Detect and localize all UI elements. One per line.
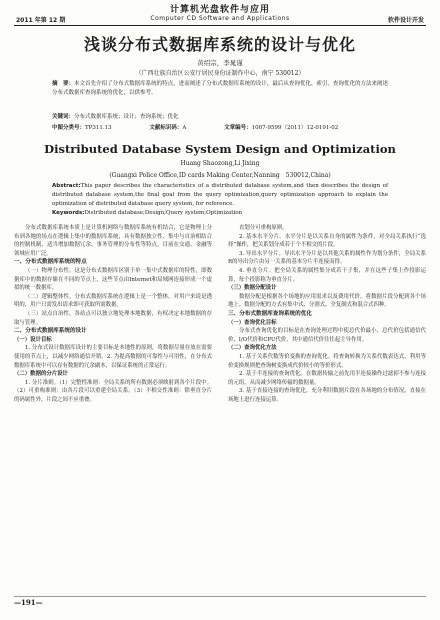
abstract-cn-text: 本文首先介绍了分布式数据库系统的特点，进而阐述了分布式数据库系统的设计，最后从查询优化、索引、查询优化的方法来阐述分布式数据库查询系统的优化，以供参考。 (52, 81, 388, 96)
article-title-cn: 浅谈分布式数据库系统的设计与优化 (83, 35, 356, 54)
body-paragraph: 1. 基于关系代数等价变换的查询优化。将查询转换为关系代数表达式，利用等价变换规则把查询树变换成代价较小的等价形式。 (228, 353, 426, 369)
issue-label: 2011 年第 12 期 (16, 17, 66, 24)
doc-code-group (149, 125, 204, 131)
clc-value: TP311.13 (85, 125, 112, 131)
body-paragraph: 直划分可重构原则。 (239, 225, 288, 231)
body-paragraph: 数据分配是根据各个场地的应用需求以及费用代价，将数据片段分配到各个场地上。数据分配的方式有集中式、分割式、全复制式和混合式四种。 (228, 293, 426, 309)
body-paragraph: （二）逻辑整体性。分布式数据库系统在逻辑上是一个整体，对用户来说是透明的，用户只需发出请求即可获取所需数据。 (14, 293, 212, 309)
section-heading: 三、分布式数据库查询系统的优化 (228, 310, 312, 317)
section-heading: 二、分布式数据库系统的设计 (14, 328, 87, 335)
body-paragraph: （一）物理分布性。这是分布式数据库区别于单一集中式数据库的特性，即数据库中的数据存储在不同的节点上，这些节点由Internet和局域网连接形成一个虚拟的统一数据库。 (14, 267, 212, 292)
clc-group (52, 125, 130, 131)
classification-line (52, 123, 388, 131)
affiliation-cn: （广西壮族自治区公安厅居民身份证制作中心，南宁 530012） (135, 70, 305, 77)
journal-name-en: Computer CD Software and Applications (150, 15, 290, 22)
article-no-value: 1007-9599（2011）12-0191-02 (251, 125, 339, 131)
body-paragraph: 2. 基本水平分片。水平分片是以关系自身的属性为条件，对全局关系执行“选择”操作，把关系划分成若干个不相交的片段。 (228, 233, 426, 249)
section-heading: （三）数据分配设计 (228, 285, 277, 292)
abstract-cn-label: 摘 要： (52, 81, 75, 87)
abstract-en-label: Abstract: (52, 183, 81, 189)
body-paragraph: （三）站点自治性。各站点可以独立地处理本地数据，有权决定本地数据的存取与管理。 (14, 310, 212, 326)
abstract-cn (52, 80, 388, 98)
body-paragraph: 1. 分布式设计数据库设计的主要目标是本地性的原则，将数据尽量存放在需要使用的节点上，以减少网络通信开销。2. 为提高数据的可靠性与可用性，在分布式数据库系统中可以存有数据的冗余副本，以保证系统的正常运行。 (14, 345, 212, 369)
section-heading: （二）数据的分片设计 (14, 371, 68, 378)
page-number: —191— (14, 598, 43, 607)
body-column-right (228, 224, 426, 594)
doc-code-label: 文献标识码： (149, 125, 183, 131)
keywords-cn (52, 112, 388, 120)
abstract-en-text: This paper describes the characteristics of a distributed database system,and then describes the design of distributed database system,the final goal from the query optimization,query optimization approach to explain the optimization of distributed database query system, for reference. (52, 183, 388, 207)
body-paragraph: 1. 分片准则。（1）完整性准则：全局关系的所有数据必须映射到各个片段中。（2）可重构准则：由各片段可以重建全局关系。（3）不相交性准则：除垂直分片的码属性外，片段之间不应重叠。 (14, 379, 212, 403)
authors-cn: 黄绍宗，李晁谨 (197, 59, 243, 67)
body-paragraph: 2. 基于半连接的查询优化。在数据传输之前先用半连接操作过滤掉不参与连接的元组，从而减少网络传输的数据量。 (228, 371, 426, 386)
affiliation-en: (Guangxi Police Office,ID cards Making Center,Nanning 530012,China) (109, 172, 331, 179)
article-no-label: 文章编号： (224, 125, 252, 131)
body-paragraph: 3. 导出水平分片。导出水平分片是以其他关系的属性作为划分条件，全局关系R的导出分片由另一关系的基本分片半连接而得。 (228, 250, 426, 266)
footer-rule (14, 596, 426, 597)
journal-name: 计算机光盘软件与应用 (169, 5, 270, 15)
article-no-group (224, 125, 356, 131)
doc-code-value: A (182, 125, 187, 131)
section-heading: （一）设计目标 (14, 336, 52, 343)
body-paragraph: 分布式数据库系统本质上是计算机网络与数据库系统有机结合，它是物理上分布到各地的场点在逻辑上集中的数据库系统，具有数据独立性、集中与自治相结合的控制机制、适当增加数据冗余、事务管理的分布性等特点，目前在交通、金融等领域应用广泛。 (14, 225, 212, 257)
keywords-cn-label: 关键词： (52, 114, 75, 120)
body-paragraph: 4. 垂直分片。把全局关系的属性集分成若干子集，并在这些子集上作投影运算，每个投影称为垂直分片。 (228, 267, 426, 283)
section-label: 软件设计开发 (387, 17, 424, 24)
section-heading: 一、分布式数据库系统的特点 (14, 259, 87, 266)
keywords-en-label: Keywords: (52, 210, 85, 216)
body-paragraph: 分布式查询优化的目标是在查询处理过程中使总代价最小，总代价包括通信代价、I/O代价和CPU代价，其中通信代价往往起主导作用。 (228, 328, 426, 343)
body-column-left (14, 224, 212, 594)
authors-en: Huang Shaozong,Li Jixing (180, 160, 260, 167)
keywords-en-text: Distributed database;Design;Query system;Optimization (84, 210, 243, 216)
clc-label: 中图分类号： (52, 125, 86, 131)
body-paragraph: 3. 基于直接连接的查询优化。充分利用数据片段在各场地的分布情况，直接在场地上进行连接运算。 (228, 388, 426, 403)
section-heading: （一）查询优化目标 (228, 319, 277, 326)
section-heading: （二）查询优化方法 (228, 345, 277, 352)
running-header (14, 13, 426, 26)
article-title-en: Distributed Database System Design and Optimization (44, 142, 396, 156)
abstract-en (52, 182, 388, 209)
keywords-cn-text: 分布式数据库系统；设计；查询系统；优化 (74, 114, 179, 120)
keywords-en (52, 210, 388, 216)
